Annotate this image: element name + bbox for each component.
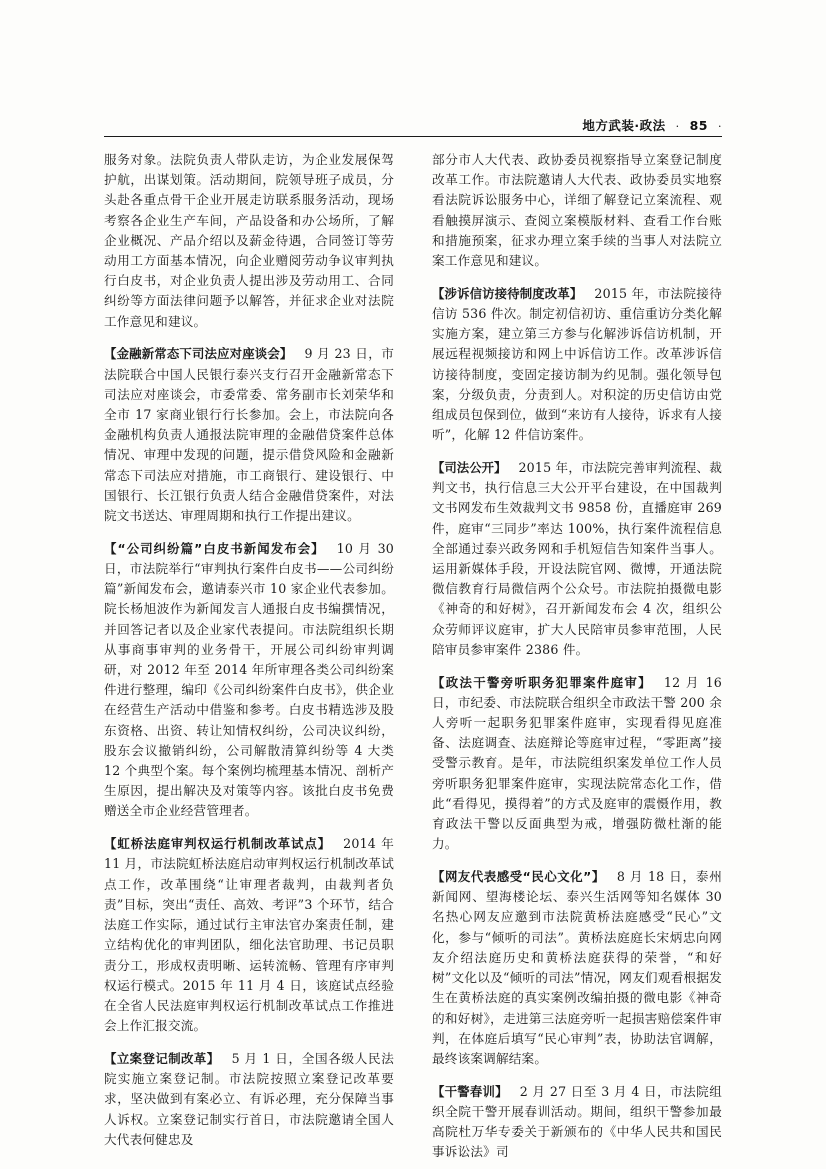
entry-text <box>104 834 394 1036</box>
entry-lead: 【立案登记制改革】 <box>104 1050 220 1066</box>
entry-text <box>432 673 722 855</box>
header-dot-right: · <box>718 120 722 133</box>
entry-netizens-experience-culture <box>432 867 722 1069</box>
left-column <box>104 150 394 1147</box>
entry-lead: 【虹桥法庭审判权运行机制改革试点】 <box>104 836 332 852</box>
entry-lead: 【网友代表感受“民心文化”】 <box>432 869 605 885</box>
entry-finance-symposium <box>104 344 394 526</box>
entry-text <box>432 458 722 660</box>
entry-text <box>104 539 394 822</box>
text-columns <box>104 150 723 1160</box>
entry-lead: 【司法公开】 <box>432 460 507 476</box>
entry-body-text: 2015 年，市法院接待信访 536 件次。制定初信初访、重信重访分类化解实施方案，建立第三方参与化解涉诉信访机制，开展远程视频接访和网上中诉信访工作。改革涉诉信访接待制度，变固定接访制为约见制。强化领导包案，分级负责，分责到人。对积淀的历史信访由党组成员包保到位，做到“来访有人接待，诉求有人接听”，化解 12 件信访案件。 <box>432 285 722 443</box>
entry-text <box>432 867 722 1069</box>
entry-text <box>432 284 722 446</box>
entry-spring-training <box>432 1082 722 1163</box>
entry-body-text: 9 月 23 日，市法院联合中国人民银行泰兴支行召开金融新常态下司法应对座谈会，市委常委、常务副市长刘荣华和全市 17 家商业银行行长参加。会上，市法院向各金融机构负责人通报法院审理的金融借贷案件总体情况、审理中发现的问题，提示借贷风险和金融新常态下司法应对措施，市工商银行、建设银行、中国银行、长江银行负责人结合金融借贷案件，对法院文书送达、审理周期和执行工作提出建议。 <box>104 346 394 524</box>
entry-text <box>104 344 394 526</box>
entry-body-text: 10 月 30 日，市法院举行“审判执行案件白皮书——公司纠纷篇”新闻发布会，邀请泰兴市 10 家企业代表参加。院长杨旭波作为新闻发言人通报白皮书编撰情况，并回答记者以及企业家代表提问。市法院组织长期从事商事审判的业务骨干，开展公司纠纷审判调研，对 2012 年至 2014 年所审理各类公司纠纷案件进行整理，编印《公司纠纷案件白皮书》，供企业在经营生产活动中借鉴和参考。白皮书精选涉及股东资格、出资、转让知情权纠纷，公司决议纠纷，股东会议撤销纠纷，公司解散清算纠纷等 4 大类 12 个典型个案。每个案例均梳理基本情况、剖析产生原因，提出解决及对策等内容。该批白皮书免费赠送全市企业经营管理者。 <box>104 540 394 819</box>
entry-petition-reception-reform <box>432 284 722 446</box>
page-number: 85 <box>689 118 708 133</box>
entry-body-text: 5 月 1 日，全国各级人民法院实施立案登记制。市法院按照立案登记改革要求，坚决做到有案必立、有诉必理，充分保障当事人诉权。立案登记制实行首日，市法院邀请全国人大代表何健忠及 <box>104 1050 394 1147</box>
left-continued-paragraph: 服务对象。法院负责人带队走访，为企业发展保驾护航，出谋划策。活动期间，院领导班子成员，分头赴各重点骨干企业开展走访联系服务活动，现场考察各企业生产车间，产品设备和办公场所，了解企业概况、产品介绍以及薪金待遇，合同签订等劳动用工方面基本情况，向企业赠阅劳动争议审判执行白皮书，对企业负责人提出涉及劳动用工、合同纠纷等方面法律问题予以解答，并征求企业对法院工作意见和建议。 <box>104 152 394 329</box>
entry-lead: 【政法干警旁听职务犯罪案件庭审】 <box>432 674 652 690</box>
entry-judicial-transparency <box>432 458 722 660</box>
entry-text <box>104 1049 394 1150</box>
right-continued-paragraph: 部分市人大代表、政协委员视察指导立案登记制度改革工作。市法院邀请人大代表、政协委员实地察看法院诉讼服务中心，详细了解登记立案流程、观看触摸屏演示、查阅立案模版材料、查看工作台账和措施预案，征求办理立案手续的当事人对法院立案工作意见和建议。 <box>432 152 722 269</box>
right-column <box>432 150 723 1160</box>
entry-hongqiao-court-reform-pilot <box>104 834 394 1036</box>
entry-lead: 【“公司纠纷篇”白皮书新闻发布会】 <box>104 540 325 556</box>
header-section-title: 地方武装·政法 <box>582 118 666 133</box>
entry-case-registration-reform <box>104 1049 394 1150</box>
entry-body-text: 2 月 27 日至 3 月 4 日，市法院组织全院干警开展春训活动。期间，组织干警参加最高院杜万华专委关于新颁布的《中华人民共和国民事诉讼法》司 <box>432 1083 722 1160</box>
page-header <box>582 116 722 134</box>
header-divider <box>104 136 722 137</box>
header-dot-left: · <box>675 120 680 133</box>
entry-body-text: 8 月 18 日，泰州新闻网、望海楼论坛、泰兴生活网等知名媒体 30 名热心网友应邀到市法院黄桥法庭感受“民心”文化，参与“倾听的司法”。黄桥法庭庭长宋炳忠向网友介绍法庭历史和黄桥法庭获得的荣誉，“和好树”文化以及“倾听的司法”情况，网友们观看根据发生在黄桥法庭的真实案例改编拍摄的微电影《神奇的和好树》，走进第三法庭旁听一起损害赔偿案件审判，在体庭后填写“民心审判”表，协助法官调解，最终该案调解结案。 <box>432 869 722 1066</box>
entry-body-text: 2014 年 11 月，市法院虹桥法庭启动审判权运行机制改革试点工作，改革围绕“让审理者裁判，由裁判者负责”目标，突出“责任、高效、考评”3 个环节，结合法庭工作实际，通过试行主审法官办案责任制，建立结构优化的审判团队，细化法官助理、书记员职责分工，形成权责明晰、运转流畅、管理有序审判权运行模式。2015 年 11 月 4 日，该庭试点经验在全省人民法庭审判权运行机制改革试点工作推进会上作汇报交流。 <box>104 836 394 1034</box>
entry-lead: 【涉诉信访接待制度改革】 <box>432 285 583 301</box>
entry-officers-attend-trial <box>432 673 722 855</box>
entry-text <box>432 1082 722 1163</box>
entry-body-text: 2015 年，市法院完善审判流程、裁判文书，执行信息三大公开平台建设，在中国裁判文书网发布生效裁判文书 9858 份，直播庭审 269 件，庭审“三同步”率达 100%，执行案件流程信息全部通过泰兴政务网和手机短信告知案件当事人。运用新媒体手段，开设法院官网、微博，开通法院微信教育行局微信两个公众号。市法院拍摄微电影《神奇的和好树》，召开新闻发布会 4 次，组织公众劳师评议庭审，扩大人民陪审员参审范围，人民陪审员参审案件 2386 件。 <box>432 460 723 657</box>
entry-whitepaper-press-conference <box>104 539 394 822</box>
entry-lead: 【金融新常态下司法应对座谈会】 <box>104 346 293 362</box>
entry-body-text: 12 月 16 日，市纪委、市法院联合组织全市政法干警 200 余人旁听一起职务犯罪案件庭审，实现看得见庭准备、法庭调查、法庭辩论等庭审过程，“零距离”接受警示教育。是年，市法院组织案发单位工作人员旁听职务犯罪案件庭审，实现法院常态化工作，借此“看得见，摸得着”的方式及庭审的震慑作用，教育政法干警以反面典型为戒，增强防微杜渐的能力。 <box>432 674 722 852</box>
entry-lead: 【干警春训】 <box>432 1083 508 1099</box>
